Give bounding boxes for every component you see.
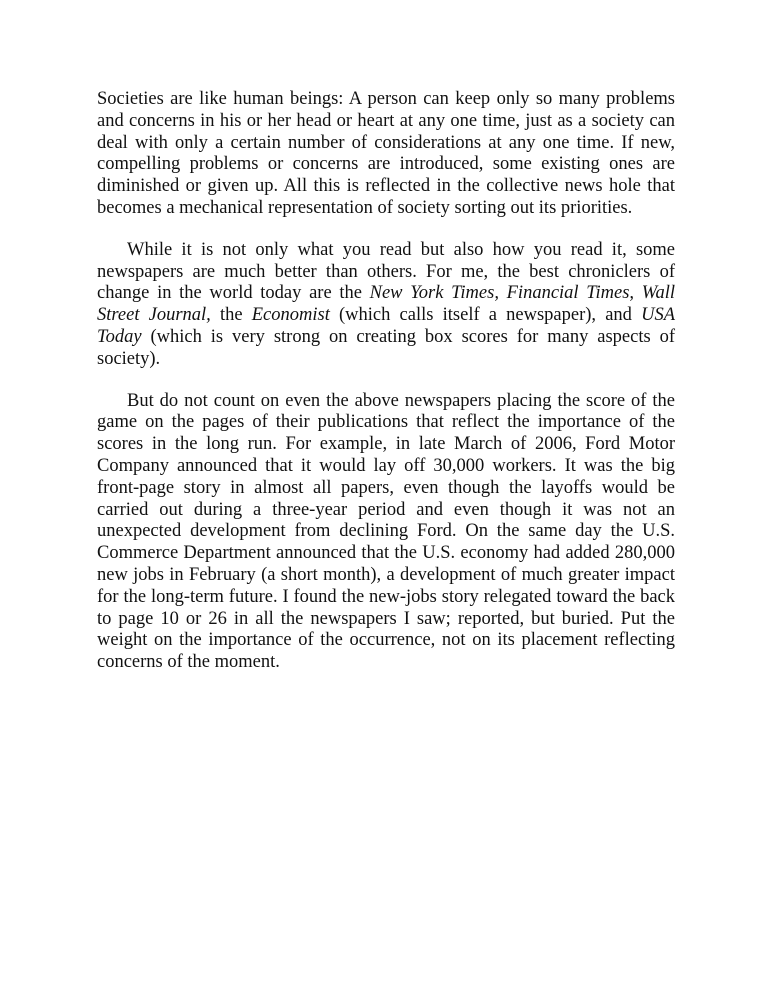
paragraph-2 xyxy=(97,240,675,371)
newspaper-titles-italic: New York Times, Financial Times, Wall Street Journal, xyxy=(97,283,675,326)
economist-italic: Economist xyxy=(251,305,330,326)
paragraph-3 xyxy=(97,391,675,674)
usa-today-italic: USA Today xyxy=(97,305,676,347)
paragraph-2-segment-5: (which calls itself a newspaper), and xyxy=(329,305,642,326)
paragraph-2-segment-3: the xyxy=(210,305,252,326)
body-text xyxy=(97,89,675,674)
paragraph-2-segment-1: While it is not only what you read but also how you read it, some newspapers are much better than others. For me, the best chroniclers of change in the world today are the xyxy=(97,239,675,304)
paragraph-1 xyxy=(97,89,675,220)
paragraph-3-segment-1: But do not count on even the above newspapers placing the score of the game on the pages of their publications that reflect the importance of the scores in the long run. For example, in late March of 2006, Ford Motor Company announced that it would lay off 30,000 workers. It was the big front-page story in almost all papers, even though the layoffs would be carried out during a three-year period and even though it was not an unexpected development from declining Ford. On the same day the U.S. Commerce Department announced that the U.S. economy had added 280,000 new jobs in February (a short month), a development of much greater impact for the long-term future. I found the new-jobs story relegated toward the back to page 10 or 26 in all the newspapers I saw; reported, but buried. Put the weight on the importance of the occurrence, not on its placement reflecting concerns of the moment. xyxy=(97,390,675,673)
paragraph-1-segment-1: Societies are like human beings: A person can keep only so many problems and concerns in his or her head or heart at any one time, just as a society can deal with only a certain number of considerations at any one time. If new, compelling problems or concerns are introduced, some existing ones are diminished or given up. All this is reflected in the collective news hole that becomes a mechanical representation of society sorting out its priorities. xyxy=(97,89,675,218)
paragraph-2-segment-7: (which is very strong on creating box scores for many aspects of society). xyxy=(97,326,675,369)
